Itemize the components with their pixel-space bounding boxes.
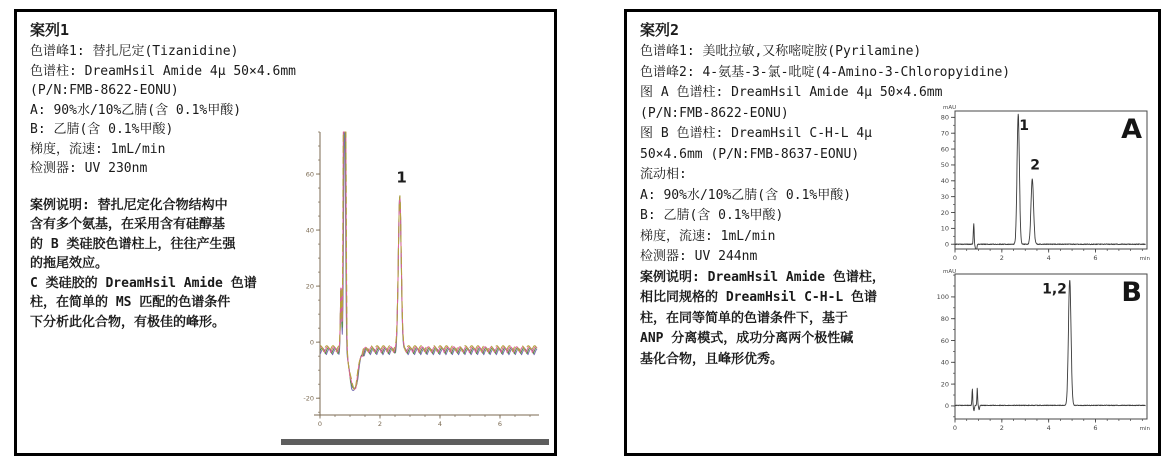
svg-text:2: 2 bbox=[377, 420, 383, 428]
text-line: C 类硅胶的 DreamHsil Amide 色谱 bbox=[30, 275, 257, 291]
svg-text:mAU: mAU bbox=[943, 269, 957, 275]
text-line: (P/N:FMB-8622-EONU) bbox=[30, 83, 179, 98]
svg-text:1,2: 1,2 bbox=[1042, 281, 1067, 298]
svg-text:2: 2 bbox=[999, 424, 1004, 432]
text-line: 流动相: bbox=[640, 167, 687, 182]
text-line: 50×4.6mm (P/N:FMB-8637-EONU) bbox=[640, 146, 860, 162]
svg-text:4: 4 bbox=[1046, 254, 1051, 262]
svg-text:60: 60 bbox=[940, 336, 949, 345]
text-line: 案例说明: 替扎尼定化合物结构中 bbox=[30, 197, 228, 213]
case1-conditions bbox=[30, 42, 296, 179]
svg-text:40: 40 bbox=[305, 226, 314, 235]
svg-text:30: 30 bbox=[940, 192, 949, 201]
svg-text:0: 0 bbox=[317, 420, 323, 428]
svg-text:4: 4 bbox=[437, 420, 443, 428]
text-line: ANP 分离模式，成功分离两个极性碱 bbox=[640, 331, 854, 346]
svg-text:80: 80 bbox=[940, 113, 949, 122]
case1-description bbox=[30, 196, 296, 333]
svg-text:10: 10 bbox=[940, 224, 949, 233]
svg-text:50: 50 bbox=[940, 161, 949, 170]
text-line: 色谱峰1: 美吡拉敏,又称嘧啶胺(Pyrilamine) bbox=[640, 44, 922, 59]
svg-text:1: 1 bbox=[396, 168, 407, 187]
case2-panel bbox=[624, 9, 1161, 456]
svg-text:60: 60 bbox=[305, 170, 314, 179]
svg-text:70: 70 bbox=[940, 129, 949, 138]
svg-text:0: 0 bbox=[944, 240, 949, 249]
text-line: B: 乙腈(含 0.1%甲酸) bbox=[30, 122, 174, 137]
svg-text:2: 2 bbox=[999, 254, 1004, 262]
text-line: 检测器: UV 230nm bbox=[30, 161, 148, 176]
svg-text:0: 0 bbox=[952, 424, 958, 432]
case1-panel bbox=[14, 9, 557, 456]
svg-text:40: 40 bbox=[940, 358, 949, 367]
svg-text:min: min bbox=[1139, 256, 1150, 262]
svg-text:80: 80 bbox=[940, 314, 949, 323]
svg-text:20: 20 bbox=[940, 208, 949, 217]
text-line: 下分析此化合物，有极佳的峰形。 bbox=[30, 314, 226, 330]
case1-text-block bbox=[30, 18, 296, 332]
svg-text:2: 2 bbox=[1030, 157, 1040, 174]
svg-text:0: 0 bbox=[309, 338, 314, 347]
text-line: 的拖尾效应。 bbox=[30, 256, 109, 271]
chromatogram-case1 bbox=[281, 122, 549, 452]
text-line: 色谱峰2: 4-氨基-3-氯-吡啶(4-Amino-3-Chloropyidine) bbox=[640, 64, 1011, 80]
svg-text:4: 4 bbox=[1046, 424, 1051, 432]
case1-title: 案列1 bbox=[30, 21, 70, 39]
text-line: 图 A 色谱柱: DreamHsil Amide 4μ 50×4.6mm bbox=[640, 85, 943, 100]
text-line: A: 90%水/10%乙腈(含 0.1%甲酸) bbox=[640, 187, 852, 203]
svg-text:min: min bbox=[1139, 426, 1150, 432]
svg-text:60: 60 bbox=[940, 145, 949, 154]
svg-text:B: B bbox=[1121, 277, 1142, 308]
chromatogram-case2-A bbox=[942, 102, 1151, 272]
svg-text:A: A bbox=[1121, 114, 1142, 145]
svg-text:6: 6 bbox=[1093, 254, 1098, 262]
text-line: 梯度，流速: 1mL/min bbox=[30, 141, 166, 157]
text-line: (P/N:FMB-8622-EONU) bbox=[640, 105, 789, 121]
text-line: 检测器: UV 244nm bbox=[640, 249, 758, 264]
text-line: B: 乙腈(含 0.1%甲酸) bbox=[640, 208, 784, 223]
text-line: 柱，在简单的 MS 匹配的色谱条件 bbox=[30, 295, 231, 310]
svg-text:20: 20 bbox=[940, 380, 949, 389]
text-line: 色谱柱: DreamHsil Amide 4μ 50×4.6mm bbox=[30, 63, 296, 79]
text-line: A: 90%水/10%乙腈(含 0.1%甲酸) bbox=[30, 102, 242, 118]
chromatogram-case2-B bbox=[936, 268, 1151, 453]
svg-text:0: 0 bbox=[944, 402, 949, 411]
text-line: 色谱峰1: 替扎尼定(Tizanidine) bbox=[30, 44, 239, 59]
text-line: 含有多个氨基，在采用含有硅醇基 bbox=[30, 217, 226, 232]
text-line: 相比同规格的 DreamHsil C-H-L 色谱 bbox=[640, 290, 878, 305]
svg-text:1: 1 bbox=[1019, 118, 1029, 135]
svg-text:-20: -20 bbox=[303, 394, 314, 403]
text-line: 图 B 色谱柱: DreamHsil C-H-L 4μ bbox=[640, 126, 873, 141]
svg-text:mAU: mAU bbox=[943, 105, 957, 111]
svg-text:6: 6 bbox=[1093, 424, 1098, 432]
text-line: 案例说明: DreamHsil Amide 色谱柱， bbox=[640, 269, 885, 285]
svg-text:20: 20 bbox=[305, 282, 314, 291]
svg-text:0: 0 bbox=[952, 254, 958, 262]
svg-text:100: 100 bbox=[936, 293, 949, 302]
svg-text:6: 6 bbox=[497, 420, 503, 428]
text-line: 的 B 类硅胶色谱柱上，往往产生强 bbox=[30, 236, 236, 252]
text-line: 柱，在同等简单的色谱条件下，基于 bbox=[640, 310, 849, 326]
case2-title: 案列2 bbox=[640, 21, 680, 39]
text-line: 基化合物，且峰形优秀。 bbox=[640, 351, 784, 367]
text-line: 梯度，流速: 1mL/min bbox=[640, 228, 776, 244]
svg-text:40: 40 bbox=[940, 177, 949, 186]
